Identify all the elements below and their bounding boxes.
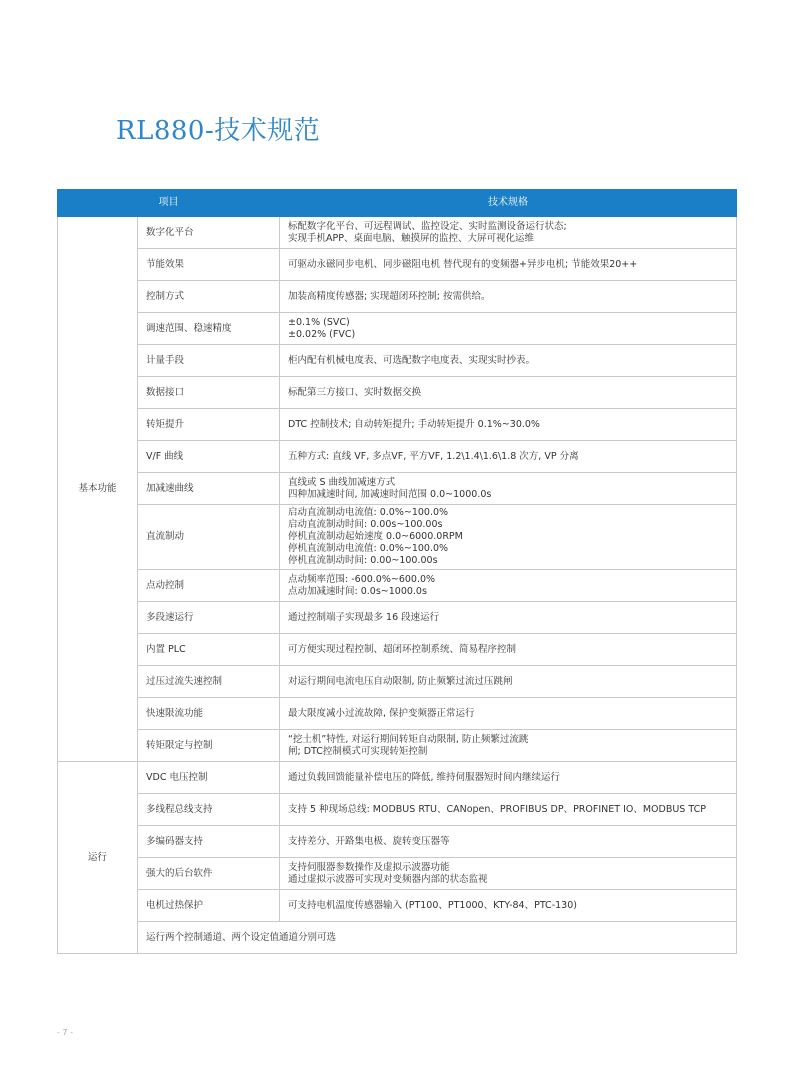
item-cell: 数字化平台	[138, 217, 280, 249]
spec-cell	[280, 570, 737, 602]
item-cell: 快速限流功能	[138, 698, 280, 730]
category-cell: 运行	[58, 762, 138, 954]
spec-line: DTC 控制技术; 自动转矩提升; 手动转矩提升 0.1%~30.0%	[288, 418, 540, 430]
spec-line: 对运行期间电流电压自动限制, 防止频繁过流过压跳闸	[288, 675, 513, 687]
spec-line: 最大限度减小过流故障, 保护变频器正常运行	[288, 707, 475, 719]
table-row	[58, 409, 737, 441]
spec-line: 标配数字化平台、可远程调试、监控设定、实时监测设备运行状态;	[288, 220, 567, 232]
table-row	[58, 890, 737, 922]
item-cell: 内置 PLC	[138, 634, 280, 666]
spec-cell	[280, 441, 737, 473]
item-cell: 过压过流失速控制	[138, 666, 280, 698]
category-cell: 基本功能	[58, 217, 138, 762]
spec-line: 实现手机APP、桌面电脑、触摸屏的监控、大屏可视化运维	[288, 232, 534, 244]
table-row	[58, 602, 737, 634]
spec-cell	[280, 698, 737, 730]
item-cell: VDC 电压控制	[138, 762, 280, 794]
spec-cell: 运行两个控制通道、两个设定值通道分别可选	[138, 922, 737, 954]
table-row	[58, 858, 737, 890]
table-row	[58, 505, 737, 570]
item-cell: 多编码器支持	[138, 826, 280, 858]
table-row	[58, 345, 737, 377]
table-row	[58, 441, 737, 473]
spec-line: 点动加减速时间: 0.0s~1000.0s	[288, 585, 427, 597]
table-row	[58, 762, 737, 794]
item-cell: 数据接口	[138, 377, 280, 409]
spec-line: 启动直流制动电流值: 0.0%~100.0%	[288, 507, 449, 518]
item-cell: 控制方式	[138, 281, 280, 313]
spec-line: 直线或 S 曲线加减速方式	[288, 476, 396, 488]
spec-line: 标配第三方接口、实时数据交换	[288, 386, 422, 398]
spec-line: “挖土机”特性, 对运行期间转矩自动限制, 防止频繁过流跳	[288, 733, 529, 745]
item-cell: 节能效果	[138, 249, 280, 281]
spec-cell	[280, 730, 737, 762]
page-number: - 7 -	[57, 1028, 73, 1037]
spec-line: 五种方式: 直线 VF, 多点VF, 平方VF, 1.2\1.4\1.6\1.8 次方, VP 分离	[288, 450, 579, 462]
spec-line: 可驱动永磁同步电机、同步磁阻电机 替代现有的变频器+异步电机; 节能效果20++	[288, 258, 638, 270]
table-row	[58, 730, 737, 762]
spec-line: ±0.1% (SVC)	[288, 316, 350, 328]
spec-cell	[280, 890, 737, 922]
spec-cell	[280, 217, 737, 249]
spec-line: 停机直流制动起始速度 0.0~6000.0RPM	[288, 531, 463, 542]
table-row	[58, 826, 737, 858]
spec-line: 柜内配有机械电度表、可选配数字电度表、实现实时抄表。	[288, 354, 536, 366]
spec-line: ±0.02% (FVC)	[288, 328, 356, 340]
table-row	[58, 473, 737, 505]
spec-cell	[280, 794, 737, 826]
item-cell: 转矩提升	[138, 409, 280, 441]
spec-line: 停机直流制动时间: 0.00~100.00s	[288, 555, 438, 566]
item-cell: 加减速曲线	[138, 473, 280, 505]
spec-line: 可支持电机温度传感器输入 (PT100、PT1000、KTY-84、PTC-130)	[288, 899, 577, 911]
item-cell: V/F 曲线	[138, 441, 280, 473]
spec-cell	[280, 602, 737, 634]
table-row	[58, 698, 737, 730]
spec-line: 加装高精度传感器; 实现超闭环控制; 按需供给。	[288, 290, 491, 302]
spec-line: 支持伺服器参数操作及虚拟示波器功能	[288, 861, 450, 873]
table-row	[58, 281, 737, 313]
spec-table	[57, 189, 737, 954]
spec-cell	[280, 634, 737, 666]
spec-line: 通过虚拟示波器可实现对变频器内部的状态监视	[288, 873, 488, 885]
item-cell: 调速范围、稳速精度	[138, 313, 280, 345]
table-row	[58, 377, 737, 409]
spec-cell	[280, 762, 737, 794]
spec-line: 闸; DTC控制模式可实现转矩控制	[288, 745, 428, 757]
spec-cell	[280, 409, 737, 441]
table-row	[58, 313, 737, 345]
spec-line: 四种加减速时间, 加减速时间范围 0.0~1000.0s	[288, 488, 492, 500]
item-cell: 强大的后台软件	[138, 858, 280, 890]
spec-cell	[280, 281, 737, 313]
spec-cell	[280, 858, 737, 890]
spec-cell	[280, 249, 737, 281]
table-row	[58, 794, 737, 826]
table-row	[58, 666, 737, 698]
spec-cell	[280, 377, 737, 409]
table-row	[58, 217, 737, 249]
spec-cell	[280, 345, 737, 377]
item-cell: 电机过热保护	[138, 890, 280, 922]
spec-line: 停机直流制动电流值: 0.0%~100.0%	[288, 543, 449, 554]
table-row	[58, 634, 737, 666]
spec-cell	[280, 313, 737, 345]
table-row	[58, 922, 737, 954]
spec-cell	[280, 666, 737, 698]
spec-line: 点动频率范围: -600.0%~600.0%	[288, 573, 436, 585]
spec-line: 可方便实现过程控制、超闭环控制系统、简易程序控制	[288, 643, 517, 655]
spec-cell	[280, 473, 737, 505]
spec-line: 通过控制端子实现最多 16 段速运行	[288, 611, 440, 623]
spec-line: 支持 5 种现场总线: MODBUS RTU、CANopen、PROFIBUS DP、PROFINET IO、MODBUS TCP	[288, 803, 706, 815]
item-cell: 点动控制	[138, 570, 280, 602]
spec-cell	[280, 826, 737, 858]
item-cell: 计量手段	[138, 345, 280, 377]
spec-line: 启动直流制动时间: 0.00s~100.00s	[288, 519, 443, 530]
table-header-row	[58, 190, 737, 217]
item-cell: 多线程总线支持	[138, 794, 280, 826]
table-row	[58, 249, 737, 281]
header-item: 项目	[58, 190, 280, 217]
item-cell: 转矩限定与控制	[138, 730, 280, 762]
spec-line: 通过负载回馈能量补偿电压的降低, 维持伺服器短时间内继续运行	[288, 771, 561, 783]
page-title: RL880-技术规范	[116, 116, 321, 146]
table-row	[58, 570, 737, 602]
item-cell: 直流制动	[138, 505, 280, 570]
spec-line: 支持差分、开路集电极、旋转变压器等	[288, 835, 450, 847]
item-cell: 多段速运行	[138, 602, 280, 634]
header-spec: 技术规格	[280, 190, 737, 217]
spec-cell	[280, 505, 737, 570]
